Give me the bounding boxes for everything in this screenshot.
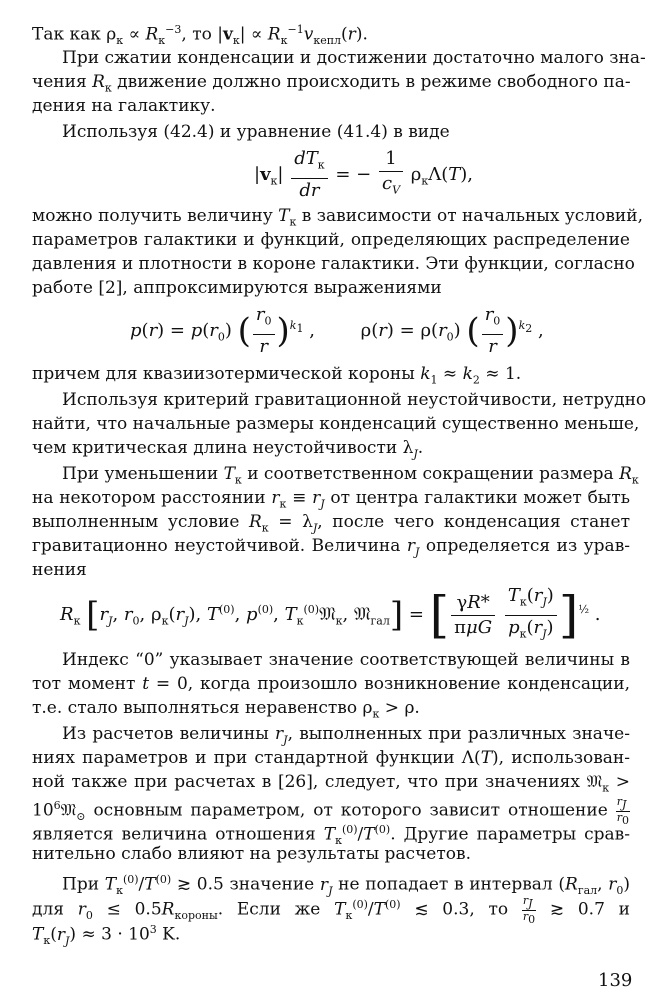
text-line: При сжатии конденсации и достижении достаточно малого зна- [62,48,646,68]
text-line: Из расчетов величины $r_J$, выполненных при различных значе- [62,724,630,747]
text-line: т.е. стало выполняться неравенство $\rho_к > \rho$. [32,698,420,721]
text-line: При уменьшении $T_к$ и соответственном сокращении размера $R_к$ [62,464,639,487]
text-line: ниях параметров и при стандартной функции Λ(T), использован- [32,748,630,768]
text-line: Так как $\rho_к \propto R_к^{-3}$, то $|v_к| \propto R_к^{-1}v_{кепл}(r)$. [32,23,368,48]
text-line: выполненным условие $R_к = \lambda_J$, после чего конденсация станет [32,512,630,535]
text-line: причем для квазиизотермической короны $k_1 \approx k_2 \approx 1$. [32,364,522,387]
text-line: Используя (42.4) и уравнение (41.4) в виде [62,122,450,142]
text-line: При $T_к^{(0)}/T^{(0)}$ ≳ 0.5 значение $r_J$ не попадает в интервал ($R_{гал}$, $r_0$) [62,873,631,898]
page-number: 139 [598,970,633,991]
text-line: тот момент t = 0, когда произошло возникновение конденсации, [32,674,630,694]
text-line: можно получить величину $T_к$ в зависимости от начальных условий, [32,206,643,229]
text-line: для $r_0 \le 0.5R_{короны}$. Если же $T_к^{(0)}/T^{(0)}$ ≲ 0.3, то $\frac{r_J}{r_0}$ ≳ 0.7 и [32,894,630,926]
text-line: ной также при расчетах в [26], следует, что при значениях 𝔐$_к$ > [32,772,630,795]
text-line: работе [2], аппроксимируются выражениями [32,278,442,298]
text-line: нительно слабо влияют на результаты расчетов. [32,844,471,864]
equation-2: $p(r) = p(r_0)$ ( $\frac{r_0}{r}$ )$^{k_1}$ , $\rho(r) = \rho(r_0)$ ( $\frac{r_0}{r}$ )$^{k_2}$ , [130,304,544,357]
text-line: дения на галактику. [32,96,216,116]
text-line: $10^6𝔐_⊙$ основным параметром, от которого зависит отношение $\frac{r_J}{r_0}$ [32,795,629,827]
text-line: $T_к(r_J) \approx 3 \cdot 10^3$ K. [32,923,181,948]
equation-3: $R_к$ [$r_J$, $r_0$, $\rho_к(r_J)$, $T^{(0)}$, $p^{(0)}$, $T_к^{(0)}𝔐_к$, 𝔐$_{гал}$] = [ $\frac{\gamma R*}{\text{πμG}}$ $\frac{T_к(r_J)}{p_к(r_J)}$ ]$^{\frac{1}{2}}$ . [60,585,601,645]
text-line: чем критическая длина неустойчивости $\lambda_J$. [32,438,424,461]
equation-1: $|v_к|$ $\frac{dT_к}{dr}$ = − $\frac{1}{c_V}$ $\rho_к\Lambda(T)$, [254,148,473,201]
text-line: нения [32,560,87,580]
text-line: чения $R_к$ движение должно происходить в режиме свободного па- [32,72,631,95]
text-line: на некотором расстоянии $r_к \equiv r_J$ от центра галактики может быть [32,488,630,511]
text-line: гравитационно неустойчивой. Величина $r_J$ определяется из урав- [32,536,631,559]
text-line: Используя критерий гравитационной неустойчивости, нетрудно [62,390,647,410]
text-line: Индекс “0” указывает значение соответствующей величины в [62,650,630,670]
text-line: параметров галактики и функций, определяющих распределение [32,230,630,250]
text-line: найти, что начальные размеры конденсаций существенно меньше, [32,414,640,434]
text-line: давления и плотности в короне галактики. Эти функции, согласно [32,254,635,274]
text-line: является величина отношения $T_к^{(0)}/T^{(0)}$. Другие параметры срав- [32,823,631,848]
